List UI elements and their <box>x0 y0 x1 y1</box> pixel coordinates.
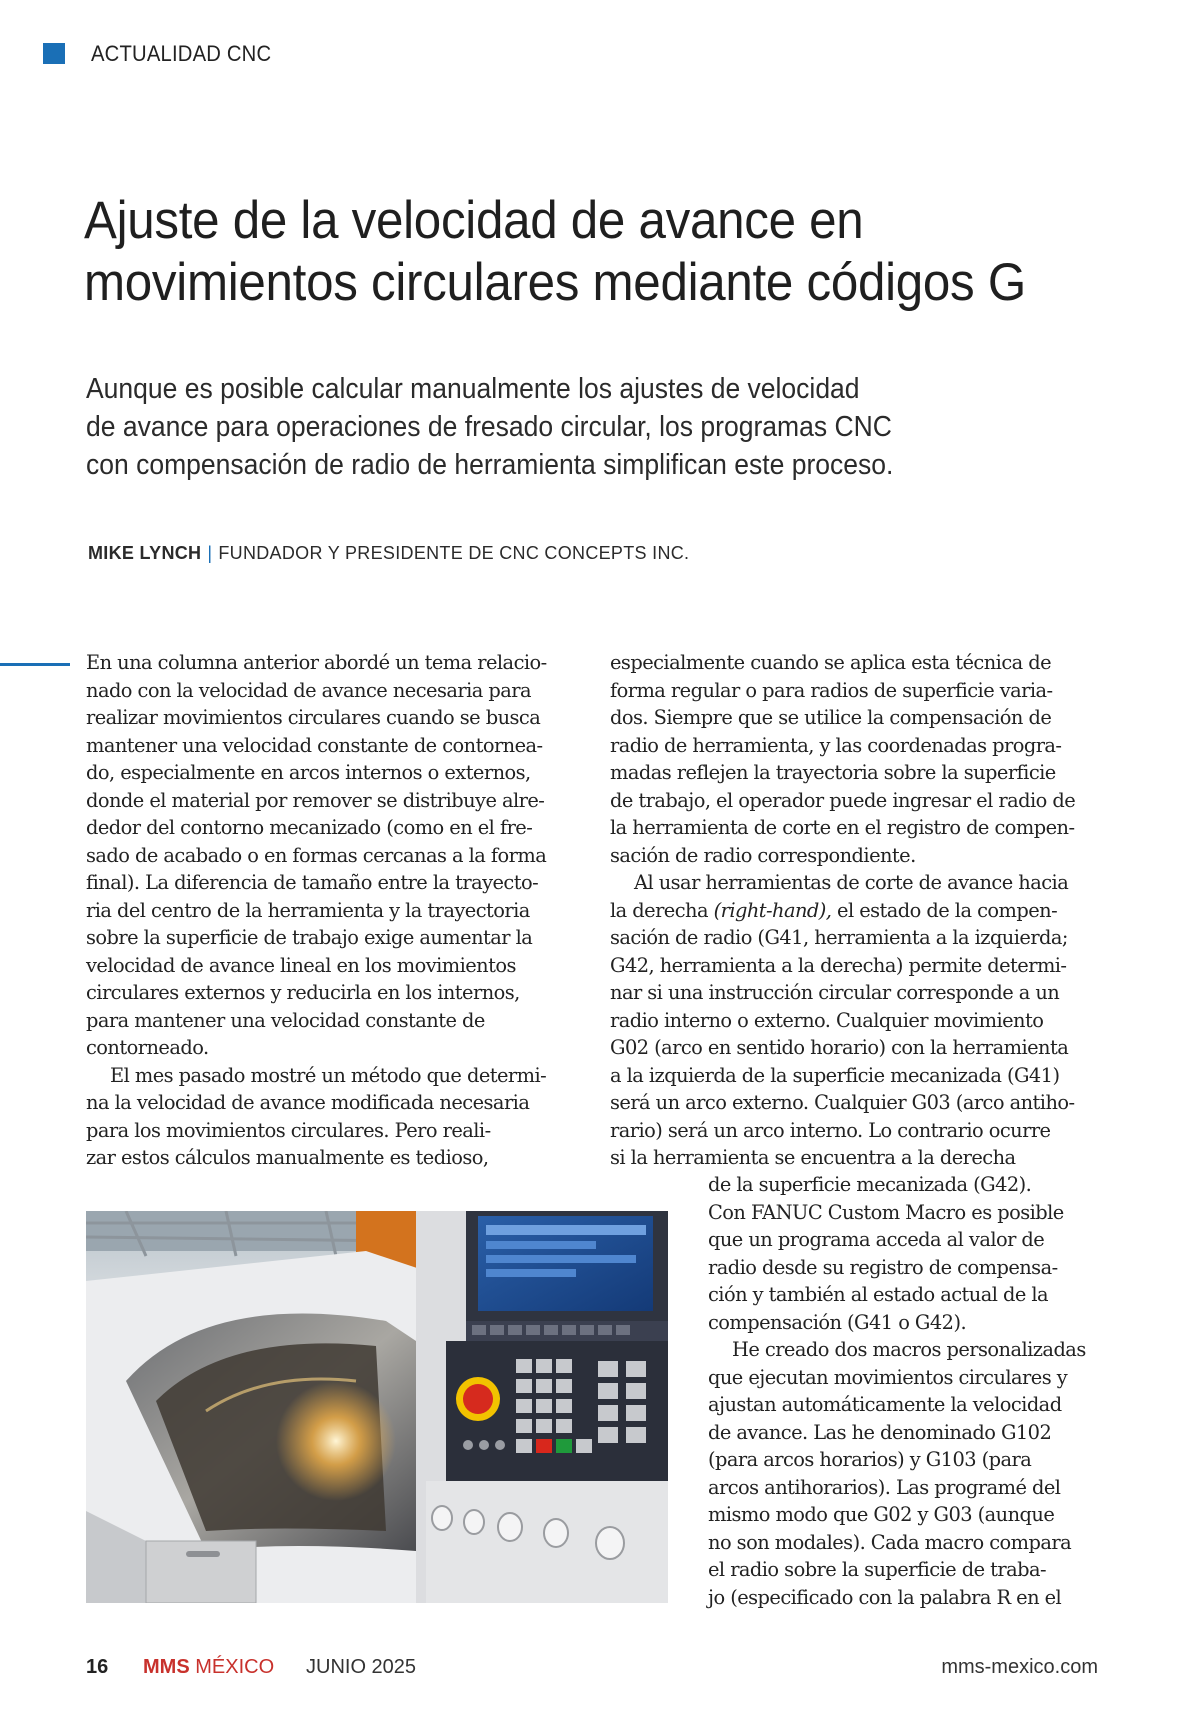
body-line: mismo modo que G02 y G03 (aunque <box>708 1503 1055 1526</box>
body-column-right-wrap <box>708 1171 1108 1611</box>
body-column-left <box>86 649 586 1172</box>
dek-line: con compensación de radio de herramienta simplifican este proceso. <box>86 449 894 481</box>
byline-role: FUNDADOR Y PRESIDENTE DE CNC CONCEPTS INC. <box>218 543 690 563</box>
body-line: (para arcos horarios) y G103 (para <box>708 1448 1032 1471</box>
body-line: de avance. Las he denominado G102 <box>708 1420 1052 1444</box>
body-line: de la superficie mecanizada (G42). <box>708 1173 1032 1196</box>
body-line: que un programa acceda al valor de <box>708 1228 1045 1251</box>
body-line: G42, herramienta a la derecha) permite determi- <box>610 953 1067 977</box>
body-line: forma regular o para radios de superficie varia- <box>610 678 1053 702</box>
body-line: na la velocidad de avance modificada necesaria <box>86 1091 530 1114</box>
body-column-right <box>610 649 1110 1172</box>
body-line: radio interno o externo. Cualquier movimiento <box>610 1008 1044 1032</box>
body-line: madas reflejen la trayectoria sobre la superficie <box>610 761 1056 784</box>
body-line: para mantener una velocidad constante de <box>86 1008 485 1032</box>
body-line: a la izquierda de la superficie mecanizada (G41) <box>610 1063 1060 1087</box>
body-line: mantener una velocidad constante de contornea- <box>86 733 543 757</box>
body-line: si la herramienta se encuentra a la derecha <box>610 1146 1016 1169</box>
byline-author: MIKE LYNCH <box>88 543 202 563</box>
section-label: ACTUALIDAD CNC <box>91 41 272 66</box>
cnc-machine-photo <box>86 1211 668 1603</box>
body-line: sobre la superficie de trabajo exige aumentar la <box>86 926 533 949</box>
body-line: ción y también al estado actual de la <box>708 1283 1049 1306</box>
body-line: jo (especificado con la palabra R en el <box>708 1585 1062 1609</box>
body-line: que ejecutan movimientos circulares y <box>708 1365 1068 1389</box>
body-line: G02 (arco en sentido horario) con la herramienta <box>610 1036 1069 1059</box>
body-line: compensación (G41 o G42). <box>708 1310 967 1334</box>
column-accent-rule <box>0 663 70 666</box>
dek-line: Aunque es posible calcular manualmente los ajustes de velocidad <box>86 373 860 405</box>
italic-term: (right-hand), <box>713 898 832 922</box>
body-line: El mes pasado mostré un método que determi- <box>110 1063 547 1087</box>
body-fragment: el estado de la compen- <box>837 898 1058 922</box>
body-line: zar estos cálculos manualmente es tedioso, <box>86 1146 489 1169</box>
publication-brand: MMS <box>143 1656 190 1678</box>
body-line: la herramienta de corte en el registro de compen- <box>610 816 1075 839</box>
body-line: para los movimientos circulares. Pero reali- <box>86 1118 491 1142</box>
body-line: circulares externos y reducirla en los internos, <box>86 981 520 1004</box>
body-line: sación de radio (G41, herramienta a la izquierda; <box>610 926 1068 949</box>
website-url[interactable]: mms-mexico.com <box>941 1656 1098 1678</box>
emergency-stop-button <box>463 1384 493 1414</box>
publication-country: MÉXICO <box>195 1656 275 1678</box>
byline-separator: | <box>207 543 213 563</box>
cnc-machine-illustration <box>86 1211 668 1603</box>
body-line: dos. Siempre que se utilice la compensación de <box>610 706 1052 729</box>
article-dek <box>86 370 923 484</box>
body-line: sación de radio correspondiente. <box>610 843 916 867</box>
body-line: radio desde su registro de compensa- <box>708 1255 1058 1279</box>
body-line: sado de acabado o en formas cercanas a la forma <box>86 843 547 867</box>
body-line: realizar movimientos circulares cuando se busca <box>86 706 541 729</box>
dek-line: de avance para operaciones de fresado circular, los programas CNC <box>86 411 892 443</box>
body-line: He creado dos macros personalizadas <box>732 1338 1086 1361</box>
body-line: velocidad de avance lineal en los movimientos <box>86 953 516 977</box>
page-number: 16 <box>86 1656 109 1678</box>
body-line: arcos antihorarios). Las programé del <box>708 1475 1061 1499</box>
body-line: Con FANUC Custom Macro es posible <box>708 1200 1064 1224</box>
body-line <box>610 897 1110 925</box>
body-line: final). La diferencia de tamaño entre la trayecto- <box>86 871 539 894</box>
title-line: Ajuste de la velocidad de avance en <box>84 191 864 250</box>
body-fragment: la derecha <box>610 898 708 922</box>
body-line: no son modales). Cada macro compara <box>708 1530 1072 1554</box>
body-line: ajustan automáticamente la velocidad <box>708 1393 1062 1416</box>
body-line: donde el material por remover se distribuye alre- <box>86 788 545 812</box>
body-line: ria del centro de la herramienta y la trayectoria <box>86 898 530 922</box>
body-line: do, especialmente en arcos internos o externos, <box>86 761 531 784</box>
article-title <box>84 190 1051 314</box>
body-line: el radio sobre la superficie de traba- <box>708 1558 1046 1581</box>
body-line: especialmente cuando se aplica esta técnica de <box>610 651 1052 674</box>
body-line: de trabajo, el operador puede ingresar el radio de <box>610 788 1076 812</box>
body-line: radio de herramienta, y las coordenadas progra- <box>610 733 1062 757</box>
byline <box>88 543 689 564</box>
body-line: nado con la velocidad de avance necesaria para <box>86 678 531 702</box>
title-line: movimientos circulares mediante códigos G <box>84 253 1026 312</box>
body-line: Al usar herramientas de corte de avance hacia <box>634 871 1069 894</box>
section-marker <box>43 43 65 64</box>
body-line: contorneado. <box>86 1036 209 1059</box>
body-line: En una columna anterior abordé un tema relacio- <box>86 651 547 674</box>
body-line: rario) será un arco interno. Lo contrario ocurre <box>610 1118 1051 1142</box>
body-line: dedor del contorno mecanizado (como en el fre- <box>86 816 533 839</box>
publication-name <box>143 1656 274 1679</box>
body-line: será un arco externo. Cualquier G03 (arco antiho- <box>610 1091 1075 1114</box>
issue-date: JUNIO 2025 <box>306 1656 417 1678</box>
body-line: nar si una instrucción circular corresponde a un <box>610 981 1060 1004</box>
